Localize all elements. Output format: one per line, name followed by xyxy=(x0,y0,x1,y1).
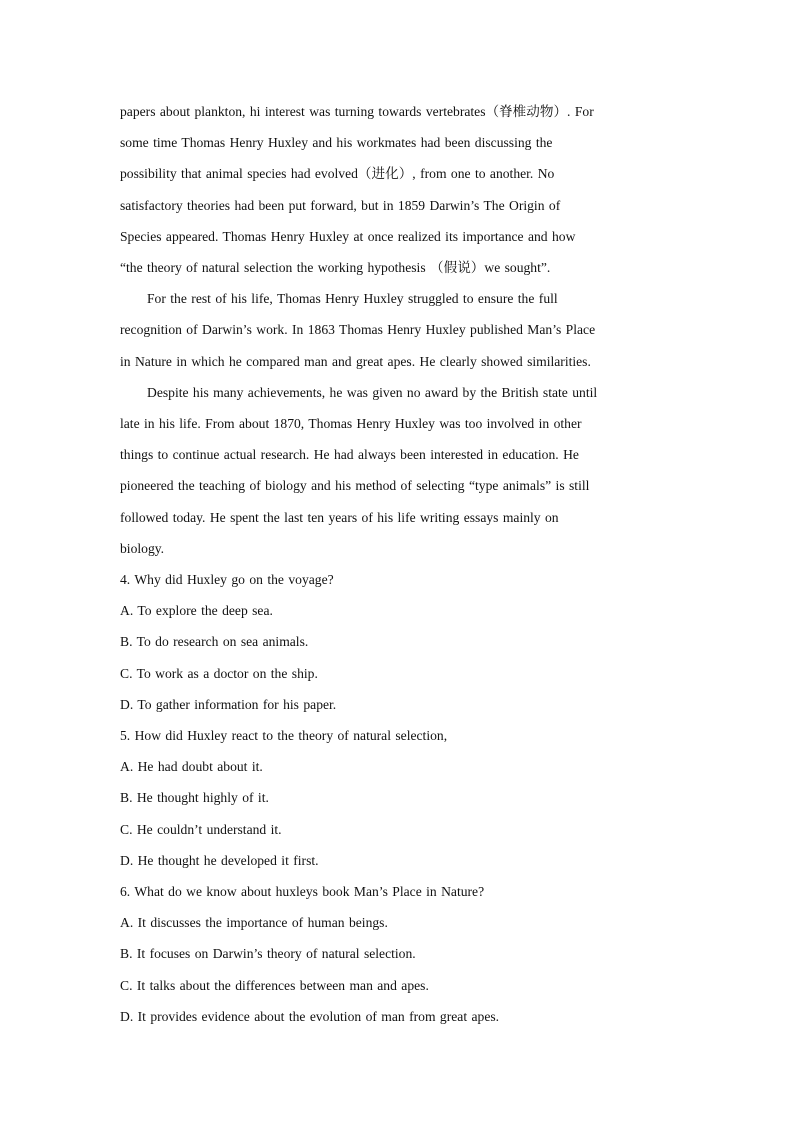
text-line: biology. xyxy=(120,540,165,556)
answer-option: A. It discusses the importance of human beings. xyxy=(120,915,388,931)
answer-option: B. To do research on sea animals. xyxy=(120,634,309,650)
text-line: satisfactory theories had been put forward, but in 1859 Darwin’s The Origin of xyxy=(120,197,561,213)
answer-option: A. To explore the deep sea. xyxy=(120,603,273,619)
answer-option: B. He thought highly of it. xyxy=(120,790,269,806)
text-line: possibility that animal species had evolved（进化）, from one to another. No xyxy=(120,166,555,182)
text-line: recognition of Darwin’s work. In 1863 Thomas Henry Huxley published Man’s Place xyxy=(120,322,596,338)
text-line: some time Thomas Henry Huxley and his workmates had been discussing the xyxy=(120,135,553,151)
answer-option: B. It focuses on Darwin’s theory of natural selection. xyxy=(120,946,416,962)
text-line: in Nature in which he compared man and great apes. He clearly showed similarities. xyxy=(120,353,591,369)
question-4 xyxy=(120,564,680,720)
text-line: papers about plankton, hi interest was turning towards vertebrates（脊椎动物）. For xyxy=(120,104,594,119)
paragraph-3 xyxy=(120,377,680,564)
paragraph-1 xyxy=(120,96,680,283)
text-line: things to continue actual research. He had always been interested in education. He xyxy=(120,447,579,463)
question-stem: 4. Why did Huxley go on the voyage? xyxy=(120,572,334,588)
question-6 xyxy=(120,876,680,1032)
text-line: late in his life. From about 1870, Thomas Henry Huxley was too involved in other xyxy=(120,416,582,432)
answer-option: C. To work as a doctor on the ship. xyxy=(120,665,318,681)
document-page xyxy=(120,96,680,1032)
question-stem: 6. What do we know about huxleys book Man’s Place in Nature? xyxy=(120,884,485,900)
text-line: Despite his many achievements, he was given no award by the British state until xyxy=(147,384,598,400)
text-line: For the rest of his life, Thomas Henry Huxley struggled to ensure the full xyxy=(147,291,558,307)
answer-option: C. He couldn’t understand it. xyxy=(120,821,282,837)
question-5 xyxy=(120,720,680,876)
text-line: followed today. He spent the last ten years of his life writing essays mainly on xyxy=(120,509,559,525)
paragraph-2 xyxy=(120,283,680,377)
answer-option: A. He had doubt about it. xyxy=(120,759,263,775)
text-line: Species appeared. Thomas Henry Huxley at once realized its importance and how xyxy=(120,228,576,244)
answer-option: D. It provides evidence about the evolution of man from great apes. xyxy=(120,1008,500,1024)
text-line: “the theory of natural selection the working hypothesis （假说）we sought”. xyxy=(120,260,551,276)
question-stem: 5. How did Huxley react to the theory of natural selection, xyxy=(120,728,448,744)
answer-option: D. To gather information for his paper. xyxy=(120,696,337,712)
answer-option: C. It talks about the differences between man and apes. xyxy=(120,977,429,993)
answer-option: D. He thought he developed it first. xyxy=(120,852,319,868)
text-line: pioneered the teaching of biology and his method of selecting “type animals” is still xyxy=(120,478,590,494)
